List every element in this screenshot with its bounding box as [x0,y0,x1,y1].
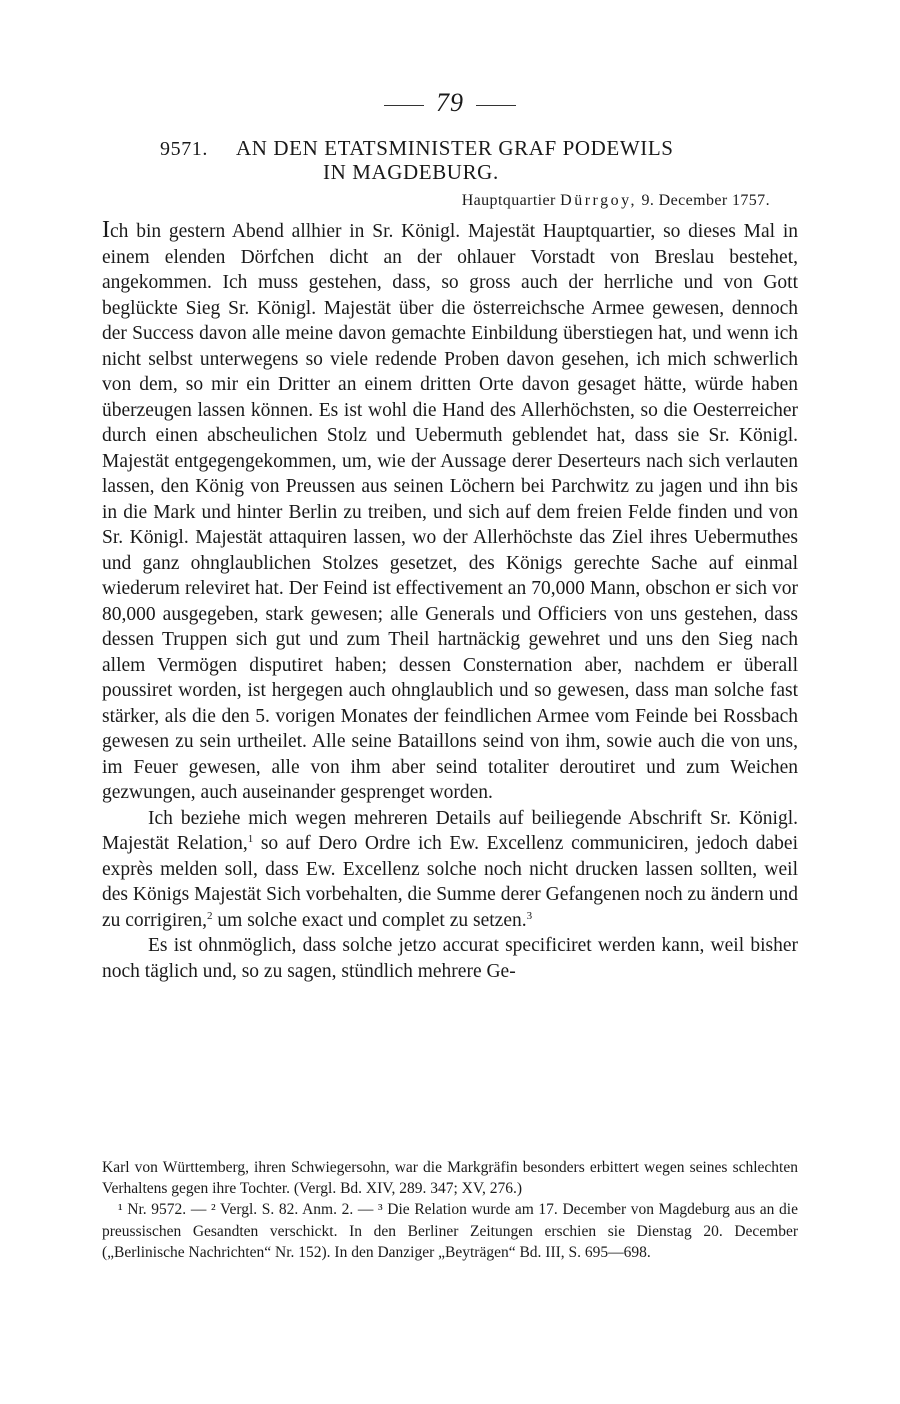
page-number-text: 79 [436,88,464,117]
letter-body [102,218,798,984]
place-name: Dürrgoy, [560,192,638,209]
place-date: 9. December 1757. [641,192,770,209]
footnotes [102,1157,798,1263]
page-number [0,88,900,118]
heading-line-2: IN MAGDEBURG. [323,160,499,184]
footnote-ref-1: 1 [247,833,254,845]
place-and-date [462,192,770,210]
page-number-right-rule [476,105,516,106]
footnote-ref-3: 3 [526,909,533,922]
paragraph-2-part-c: um solche exact und complet zu setzen. [212,909,527,931]
page-number-left-rule [384,105,424,106]
paragraph-1: Ich bin gestern Abend allhier in Sr. Königl. Majestät Hauptquartier, so dieses Mal in einem elenden Dörfchen dicht an der ohlauer Vorstadt von Breslau bestehet, angekommen. Ich muss gestehen, dass, so gross auch der herrliche und von Gott beglückte Sieg Sr. Königl. Majestät über die österreichsche Armee gewesen, dennoch der Success davon alle meine davon gemachte Einbildung überstiegen hat, und wenn ich nicht selbst unterwegens so viele redende Proben davon gesehen, ich mich schwerlich von dem, so mir ein Dritter an einem dritten Orte davon gesaget hätte, würde haben überzeugen lassen können. Es ist wohl die Hand des Allerhöchsten, so die Oesterreicher durch einen abscheulichen Stolz und Uebermuth geblendet hat, dass sie Sr. Königl. Majestät entgegengekommen, um, wie der Aussage derer Deserteurs nach sich verlauten lassen, den König von Preussen aus seinen Löchern bei Parchwitz zu jagen und ihn bis in die Mark und hinter Berlin zu treiben, und sich auf dem freien Felde finden und von Sr. Königl. Majestät attaquiren lassen, wo der Allerhöchste das Ziel ihres Uebermuthes und ganz ohnglaublichen Stolzes gesetzet, des Königs gerechte Sache auf einmal wiederum releviret hat. Der Feind ist effectivement an 70,000 Mann, obschon er sich vor 80,000 ausgegeben, stark gewesen; alle Generals und Officiers von uns gestehen, dass dessen Truppen sich gut und zum Theil hartnäckig gewehret und uns den Sieg nach allem Vermögen disputiret haben; dessen Consternation aber, nachdem er überall poussiret worden, ist hergegen auch ohnglaublich und so gewesen, dass man solche fast stärker, als die den 5. vorigen Monates der feindlichen Armee vom Feinde bei Rossbach gewesen zu sein urtheilet. Alle seine Bataillons seind von ihm, sowie auch die von uns, im Feuer gewesen, alle von ihm aber seind totaliter deroutiret und zum Weichen gezwungen, auch auseinander gesprenget worden. [102,217,798,803]
footnote-list: ¹ Nr. 9572. — ² Vergl. S. 82. Anm. 2. — ³ Die Relation wurde am 17. December von Magdeburg aus an die preussischen Gesandten verschickt. In den Berliner Zeitungen erschien sie Dienstag 20. December („Berlinische Nachrichten“ Nr. 152). In den Danziger „Beyträgen“ Bd. III, S. 695—698. [102,1201,798,1261]
paragraph-2-part-a: Ich beziehe mich wegen mehreren Details auf beiliegende Abschrift Sr. Königl. Majestät Relation, [102,807,798,854]
place-prefix: Hauptquartier [461,192,556,209]
footnote-continuation: Karl von Württemberg, ihren Schwiegersohn, war die Markgräfin besonders erbittert wegen seines schlechten Verhaltens gegen ihre Tochter. (Vergl. Bd. XIV, 289. 347; XV, 276.) [102,1159,798,1198]
document-heading [160,137,800,184]
heading-addressee: AN DEN ETATSMINISTER GRAF PODEWILS [236,136,674,160]
paragraph-3: Es ist ohnmöglich, dass solche jetzo accurat specificiret werden kann, weil bisher noch täglich und, so zu sagen, stündlich mehrere Ge- [102,935,798,982]
heading-line-1 [160,137,800,161]
document-number: 9571. [160,138,208,160]
paragraph-2-part-b: so auf Dero Ordre ich Ew. Excellenz communiciren, jedoch dabei exprès melden soll, dass Ew. Excellenz solche noch nicht drucken lassen sollten, weil des Königs Majestät Sich vorbehalten, die Summe derer Gefangenen noch zu ändern und zu corrigiren, [102,833,798,931]
footnote-ref-2: 2 [207,909,213,922]
paragraph-2 [102,806,798,934]
